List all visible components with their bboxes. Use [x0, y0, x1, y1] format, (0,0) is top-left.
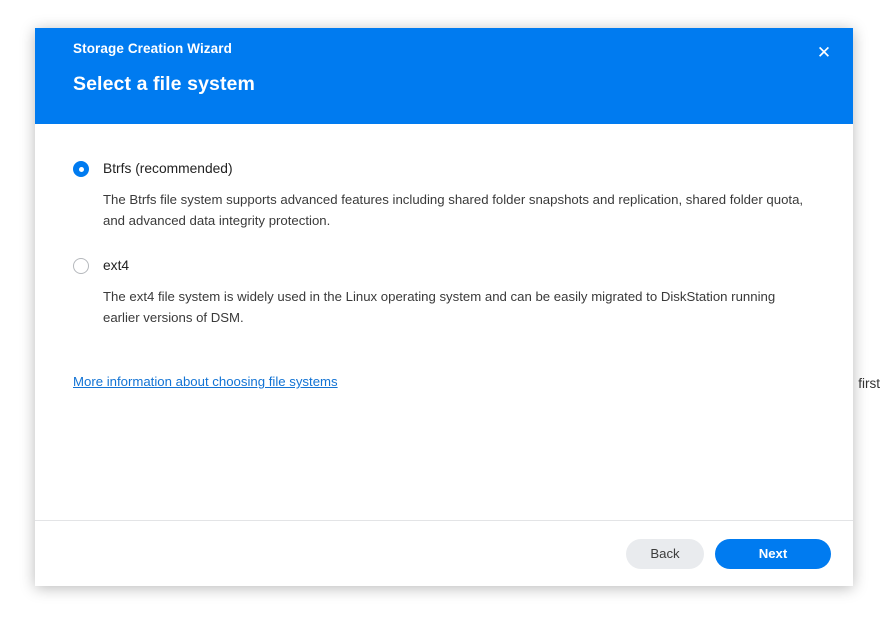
dialog-body — [35, 124, 853, 520]
more-information-link[interactable]: More information about choosing file systems — [73, 374, 338, 389]
dialog-footer — [35, 520, 853, 586]
filesystem-option-btrfs-label: Btrfs (recommended) — [103, 161, 233, 176]
radio-btrfs[interactable] — [73, 161, 89, 177]
filesystem-option-btrfs[interactable] — [73, 160, 815, 177]
storage-creation-wizard-dialog — [35, 28, 853, 586]
filesystem-option-ext4-label: ext4 — [103, 258, 130, 273]
back-button[interactable]: Back — [626, 539, 704, 569]
page-title: Select a file system — [73, 73, 255, 95]
wizard-title: Storage Creation Wizard — [73, 41, 232, 56]
dialog-header — [35, 28, 853, 124]
filesystem-option-ext4[interactable] — [73, 257, 815, 274]
background-stray-text: first — [858, 376, 880, 391]
option-spacer — [73, 231, 815, 257]
filesystem-option-btrfs-description: The Btrfs file system supports advanced features including shared folder snapshots and replication, shared folder quota, and advanced data integrity protection. — [103, 192, 804, 228]
filesystem-option-ext4-description: The ext4 file system is widely used in the Linux operating system and can be easily migrated to DiskStation running earlier versions of DSM. — [103, 289, 776, 325]
radio-ext4[interactable] — [73, 258, 89, 274]
close-icon[interactable]: ✕ — [816, 43, 832, 62]
next-button[interactable]: Next — [715, 539, 831, 569]
